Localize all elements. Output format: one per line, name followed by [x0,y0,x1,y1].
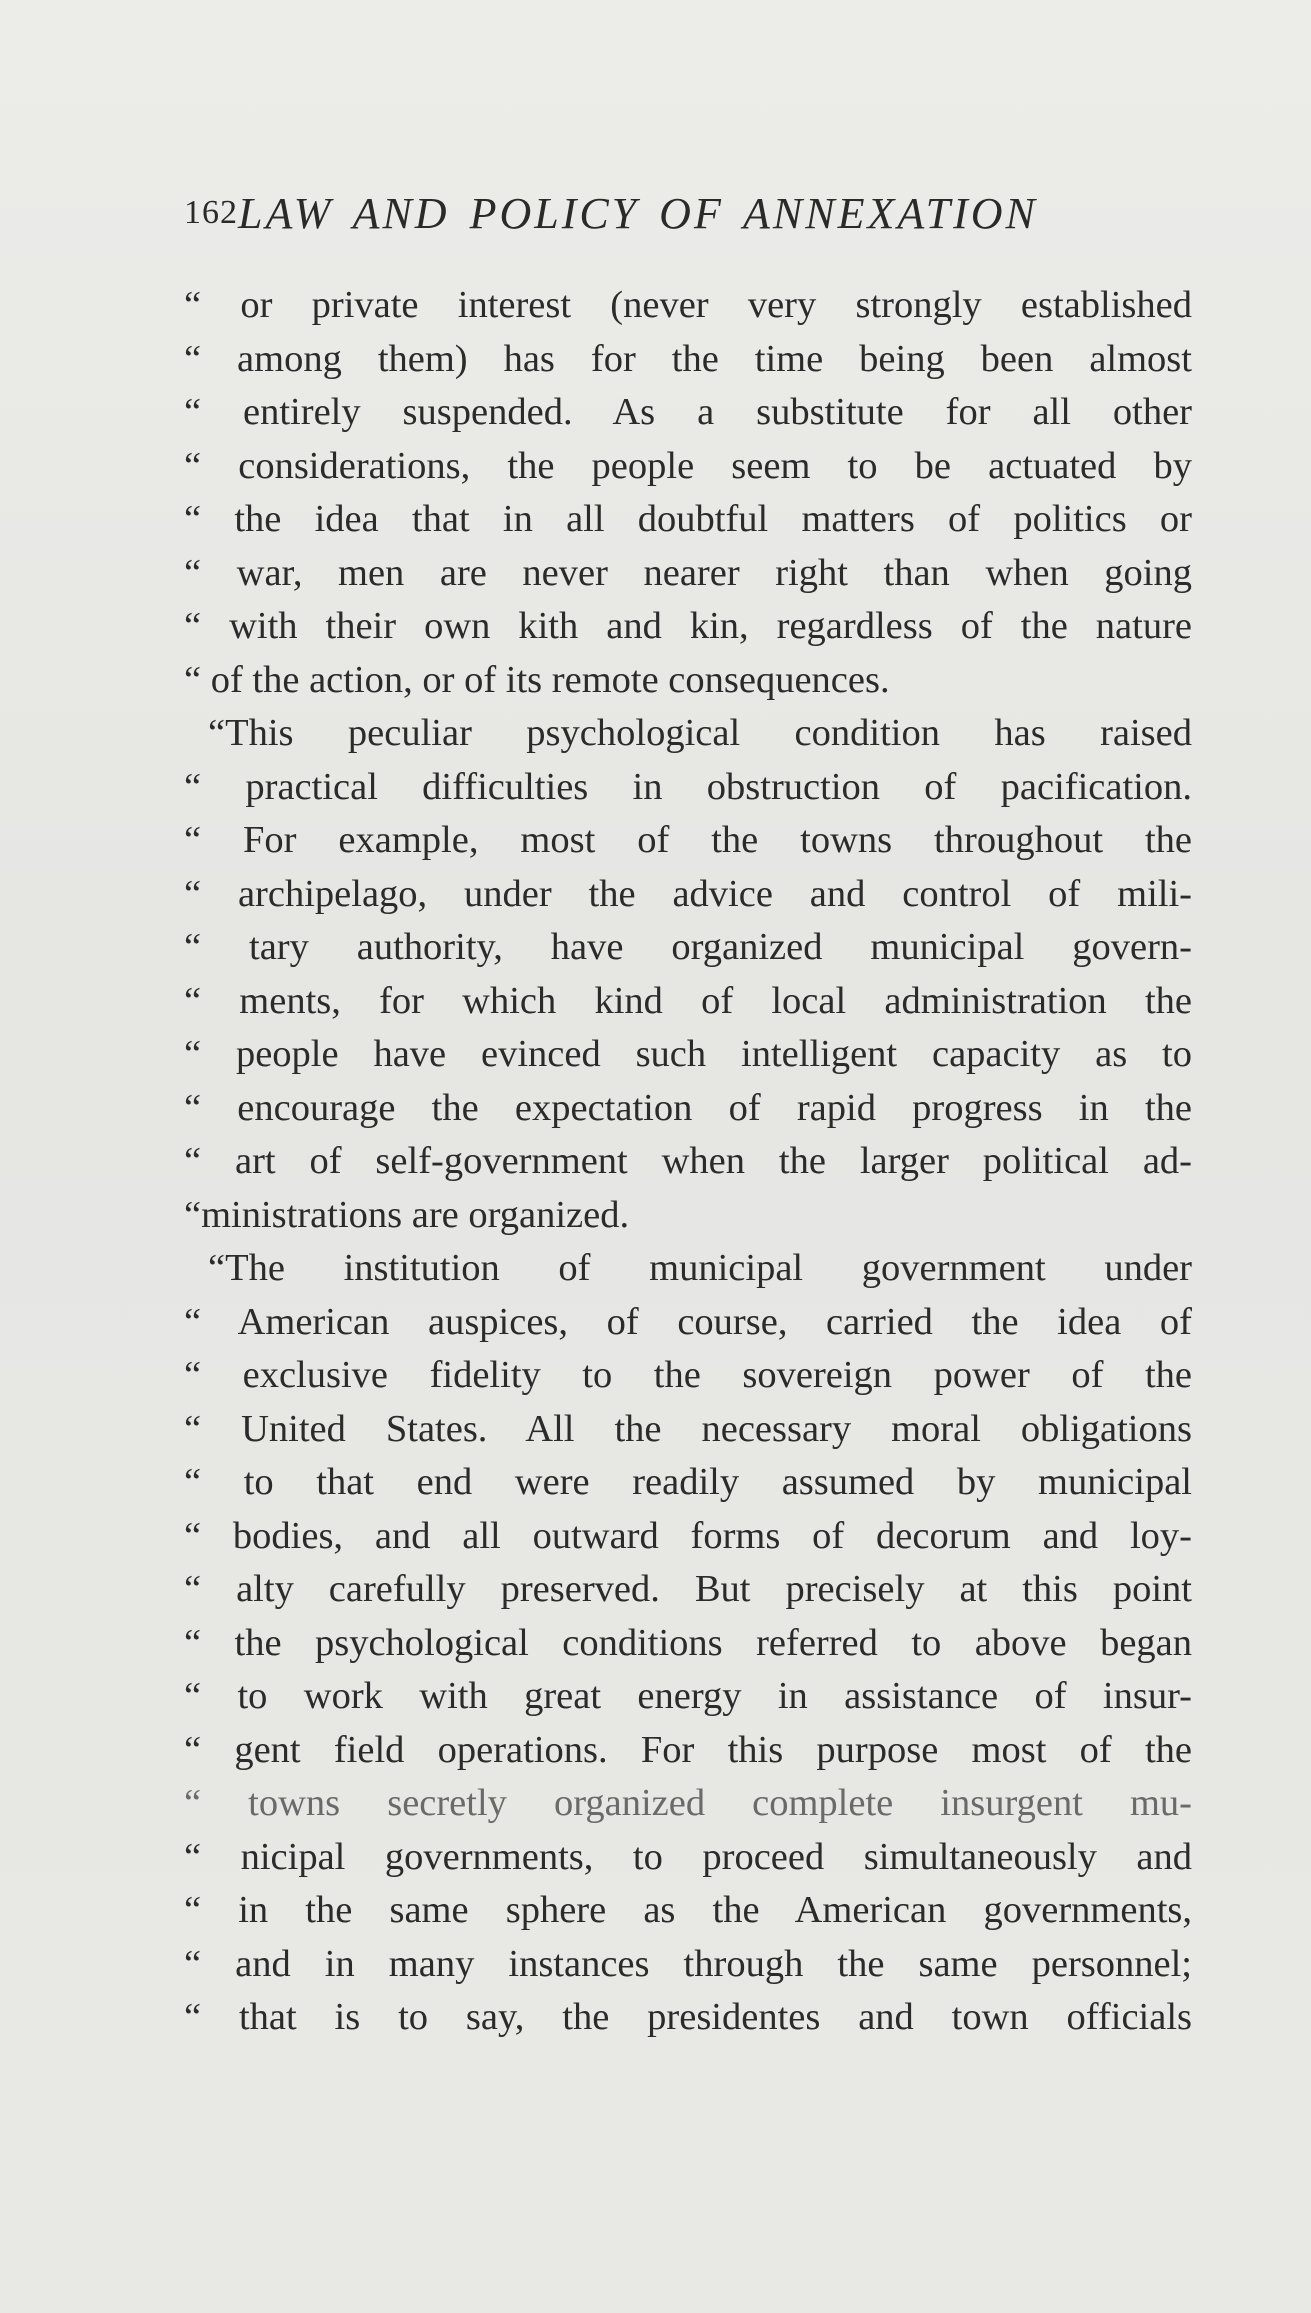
text-line: “ bodies, and all outward forms of decorum and loy- [184,1514,1192,1557]
text-line: “ practical difficulties in obstruction of pacification. [184,765,1192,808]
text-line: “ that is to say, the presidentes and town officials [184,1996,1192,2038]
text-line: “ministrations are organized. [184,1193,630,1236]
paragraph-first-line: “This peculiar psychological condition has raised [208,712,1192,754]
text-line: “ and in many instances through the same personnel; [184,1942,1192,1985]
text-line: “ in the same sphere as the American governments, [184,1889,1192,1931]
text-line: “ alty carefully preserved. But precisely at this point [184,1568,1192,1610]
text-line: “ with their own kith and kin, regardless of the nature [184,605,1192,647]
text-line: “ nicipal governments, to proceed simultaneously and [184,1835,1192,1878]
text-line: “ the idea that in all doubtful matters of politics or [184,498,1192,540]
text-line: “ considerations, the people seem to be actuated by [184,444,1192,487]
text-line: “ entirely suspended. As a substitute for all other [184,391,1192,433]
text-line: “ American auspices, of course, carried the idea of [184,1300,1192,1343]
text-line: “ For example, most of the towns throughout the [184,819,1192,861]
page-number: 162 [184,194,238,231]
text-line: “ ments, for which kind of local administration the [184,979,1192,1022]
text-line: “ to that end were readily assumed by municipal [184,1461,1192,1503]
text-line: “ or private interest (never very strongly established [184,284,1192,326]
text-line: “ the psychological conditions referred to above began [184,1621,1192,1664]
text-line: “ of the action, or of its remote consequences. [184,658,890,701]
paragraph-first-line: “The institution of municipal government under [208,1247,1192,1289]
running-head [184,188,1194,248]
text-line: “ towns secretly organized complete insurgent mu- [184,1782,1192,1824]
text-line: “ tary authority, have organized municipal govern- [184,926,1192,968]
text-line: “ art of self-government when the larger political ad- [184,1140,1192,1182]
body-text [184,279,1192,2045]
running-title: LAW AND POLICY OF ANNEXATION [238,189,1038,238]
text-line: “ people have evinced such intelligent capacity as to [184,1033,1192,1075]
text-line: “ United States. All the necessary moral obligations [184,1407,1192,1450]
text-line: “ to work with great energy in assistance of insur- [184,1675,1192,1717]
text-line: “ encourage the expectation of rapid progress in the [184,1086,1192,1129]
text-line: “ exclusive fidelity to the sovereign power of the [184,1354,1192,1396]
text-line: “ gent field operations. For this purpose most of the [184,1728,1192,1771]
text-line: “ among them) has for the time being been almost [184,337,1192,380]
text-line: “ archipelago, under the advice and control of mili- [184,872,1192,915]
text-line: “ war, men are never nearer right than when going [184,551,1192,594]
